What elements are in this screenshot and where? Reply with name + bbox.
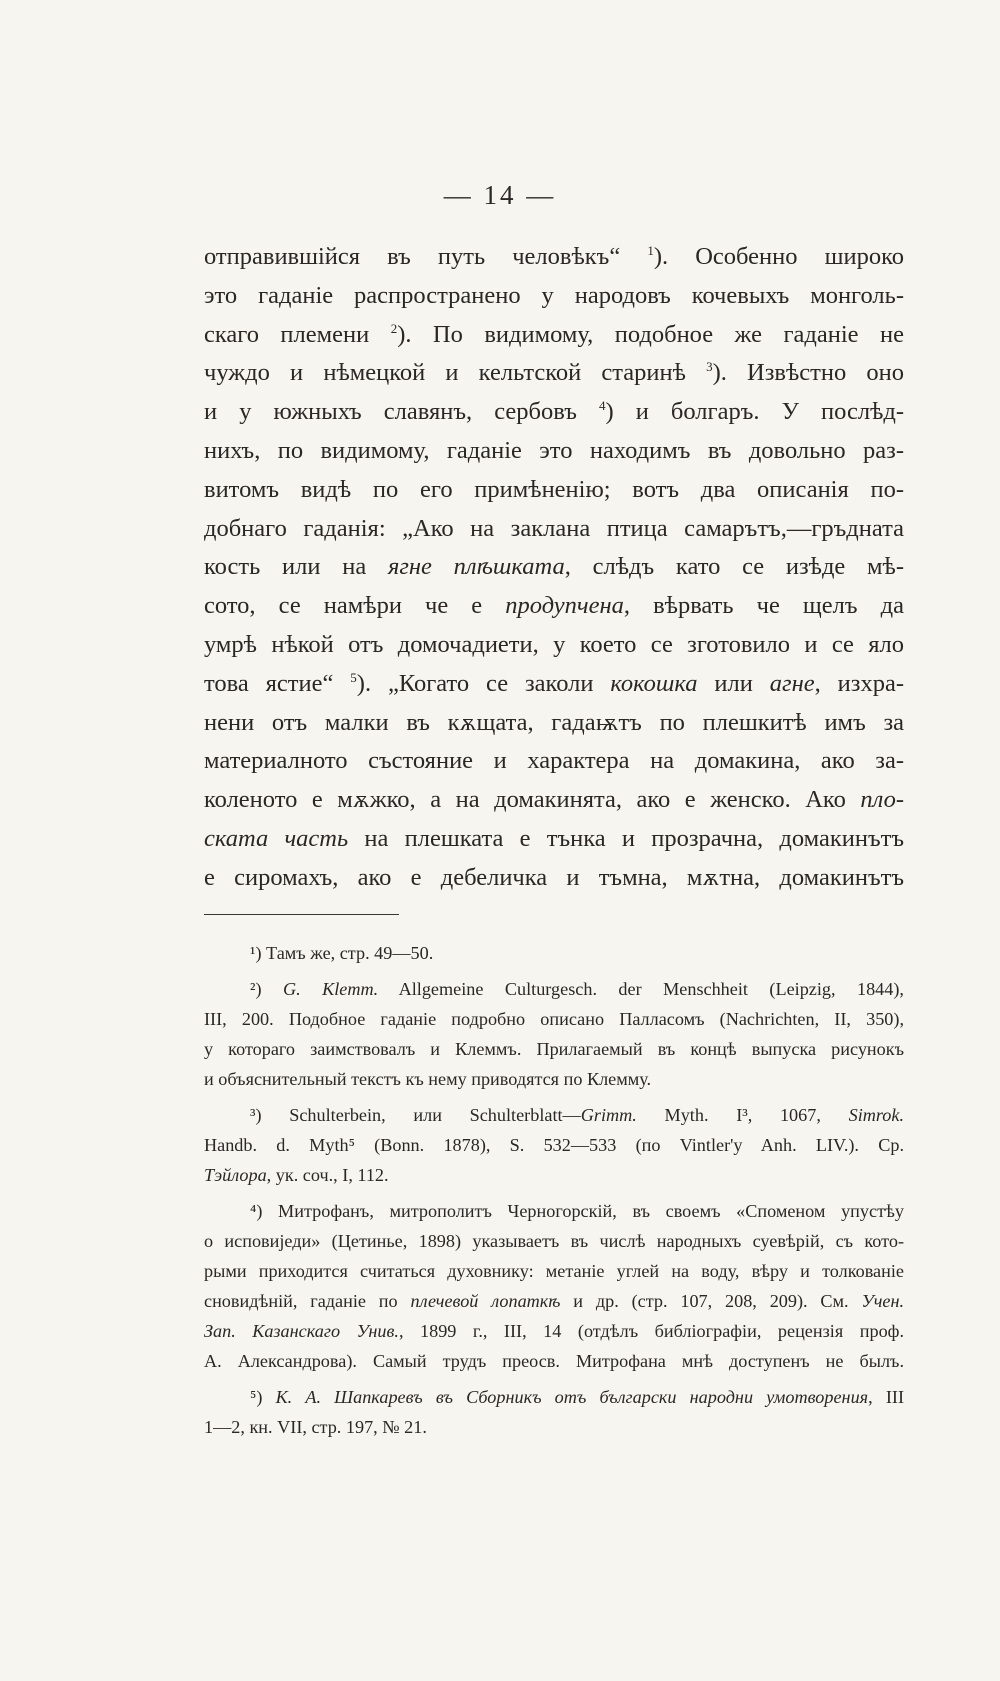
- footnote-line: Handb. d. Myth⁵ (Bonn. 1878), S. 532—533 (по Vintler'y Anh. LIV.). Ср.: [204, 1135, 904, 1155]
- text-line: материалното състояние и характера на домакина, ако за-: [204, 747, 904, 775]
- footnote-line: о исповиједи» (Цетинье, 1898) указываетъ въ числѣ народныхъ суевѣрій, съ кото-: [204, 1231, 904, 1251]
- footnote-line: у котораго заимствовалъ и Клеммъ. Прилагаемый въ концѣ выпуска рисунокъ: [204, 1039, 904, 1059]
- text-line: скаго племени $^2$). По видимому, подобное же гаданіе не: [204, 320, 904, 348]
- footnote-line: 1—2, кн. VII, стр. 197, № 21.: [204, 1417, 427, 1437]
- footnote-line: Зап. Казанскаго Унив., 1899 г., III, 14 (отдѣлъ библіографіи, рецензія проф.: [204, 1321, 904, 1341]
- text-line: витомъ видѣ по его примѣненію; вотъ два описанія по-: [204, 475, 904, 503]
- footnote-line: сновидѣній, гаданіе по плечевой лопаткѣ и др. (стр. 107, 208, 209). См. Учен.: [204, 1291, 905, 1311]
- footnote-line: Тэйлора, ук. соч., I, 112.: [204, 1165, 389, 1185]
- main-text: [204, 238, 904, 898]
- text-line: сото, се намѣри че е продупчена, вѣрвать че щелъ да: [204, 592, 904, 620]
- text-line: е сиромахъ, ако е дебеличка и тъмна, мѫтна, домакинътъ: [204, 863, 904, 891]
- text-line: ската часть на плешката е тънка и прозрачна, домакинътъ: [204, 824, 905, 852]
- text-line: это гаданіе распространено у народовъ кочевыхъ монголь-: [204, 281, 904, 309]
- footnote-line: и объяснительный текстъ къ нему приводятся по Клемму.: [204, 1069, 652, 1089]
- text-line: нихъ, по видимому, гаданіе это находимъ въ довольно раз-: [204, 436, 904, 464]
- page-number: — 14 —: [443, 180, 557, 210]
- footnote-4: ⁴) Митрофанъ, митрополитъ Черногорскій, въ своемъ «Споменом упустѣу: [250, 1201, 904, 1221]
- footnote-line: А. Александрова). Самый трудъ преосв. Митрофана мнѣ доступенъ не былъ.: [204, 1351, 904, 1371]
- footnote-line: рыми приходится считаться духовнику: метаніе углей на воду, вѣру и толкованіе: [204, 1261, 904, 1281]
- footnote-divider: [204, 914, 399, 915]
- footnotes: [204, 938, 904, 1442]
- text-line: умрѣ нѣкой отъ домочадиети, у което се зготовило и се яло: [204, 630, 904, 658]
- footnote-2: ²) G. Klemm. Allgemeine Culturgesch. der Menschheit (Leipzig, 1844),: [250, 979, 904, 999]
- text-line: отправившійся въ путь человѣкъ“ $^1$). Особенно широко: [204, 242, 904, 270]
- text-line: добнаго гаданія: „Ако на заклана птица самарътъ,—гръдната: [204, 514, 904, 542]
- text-line: нени отъ малки въ кѫщата, гадаѭтъ по плешкитѣ имъ за: [204, 708, 904, 736]
- footnote-1: ¹) Тамъ же, стр. 49—50.: [250, 943, 434, 963]
- footnote-3: ³) Schulterbein, или Schulterblatt—Grimm. Myth. I³, 1067, Simrok.: [250, 1105, 904, 1125]
- text-line: това ястие“ $^5$). „Когато се заколи кокошка или агне, изхра-: [204, 669, 904, 697]
- text-line: и у южныхъ славянъ, сербовъ $^4$) и болгаръ. У послѣд-: [204, 398, 905, 426]
- footnote-5: ⁵) К. А. Шапкаревъ въ Сборникъ отъ български народни умотворения, III: [250, 1387, 905, 1407]
- text-line: чуждо и нѣмецкой и кельтской старинѣ $^3$). Извѣстно оно: [204, 359, 904, 387]
- text-line: кость или на ягне плѣшката, слѣдъ като се изѣде мѣ-: [204, 553, 905, 581]
- footnote-line: III, 200. Подобное гаданіе подробно описано Палласомъ (Nachrichten, II, 350),: [204, 1009, 904, 1029]
- text-line: коленото е мѫжко, а на домакинята, ако е женско. Ако пло-: [204, 786, 904, 814]
